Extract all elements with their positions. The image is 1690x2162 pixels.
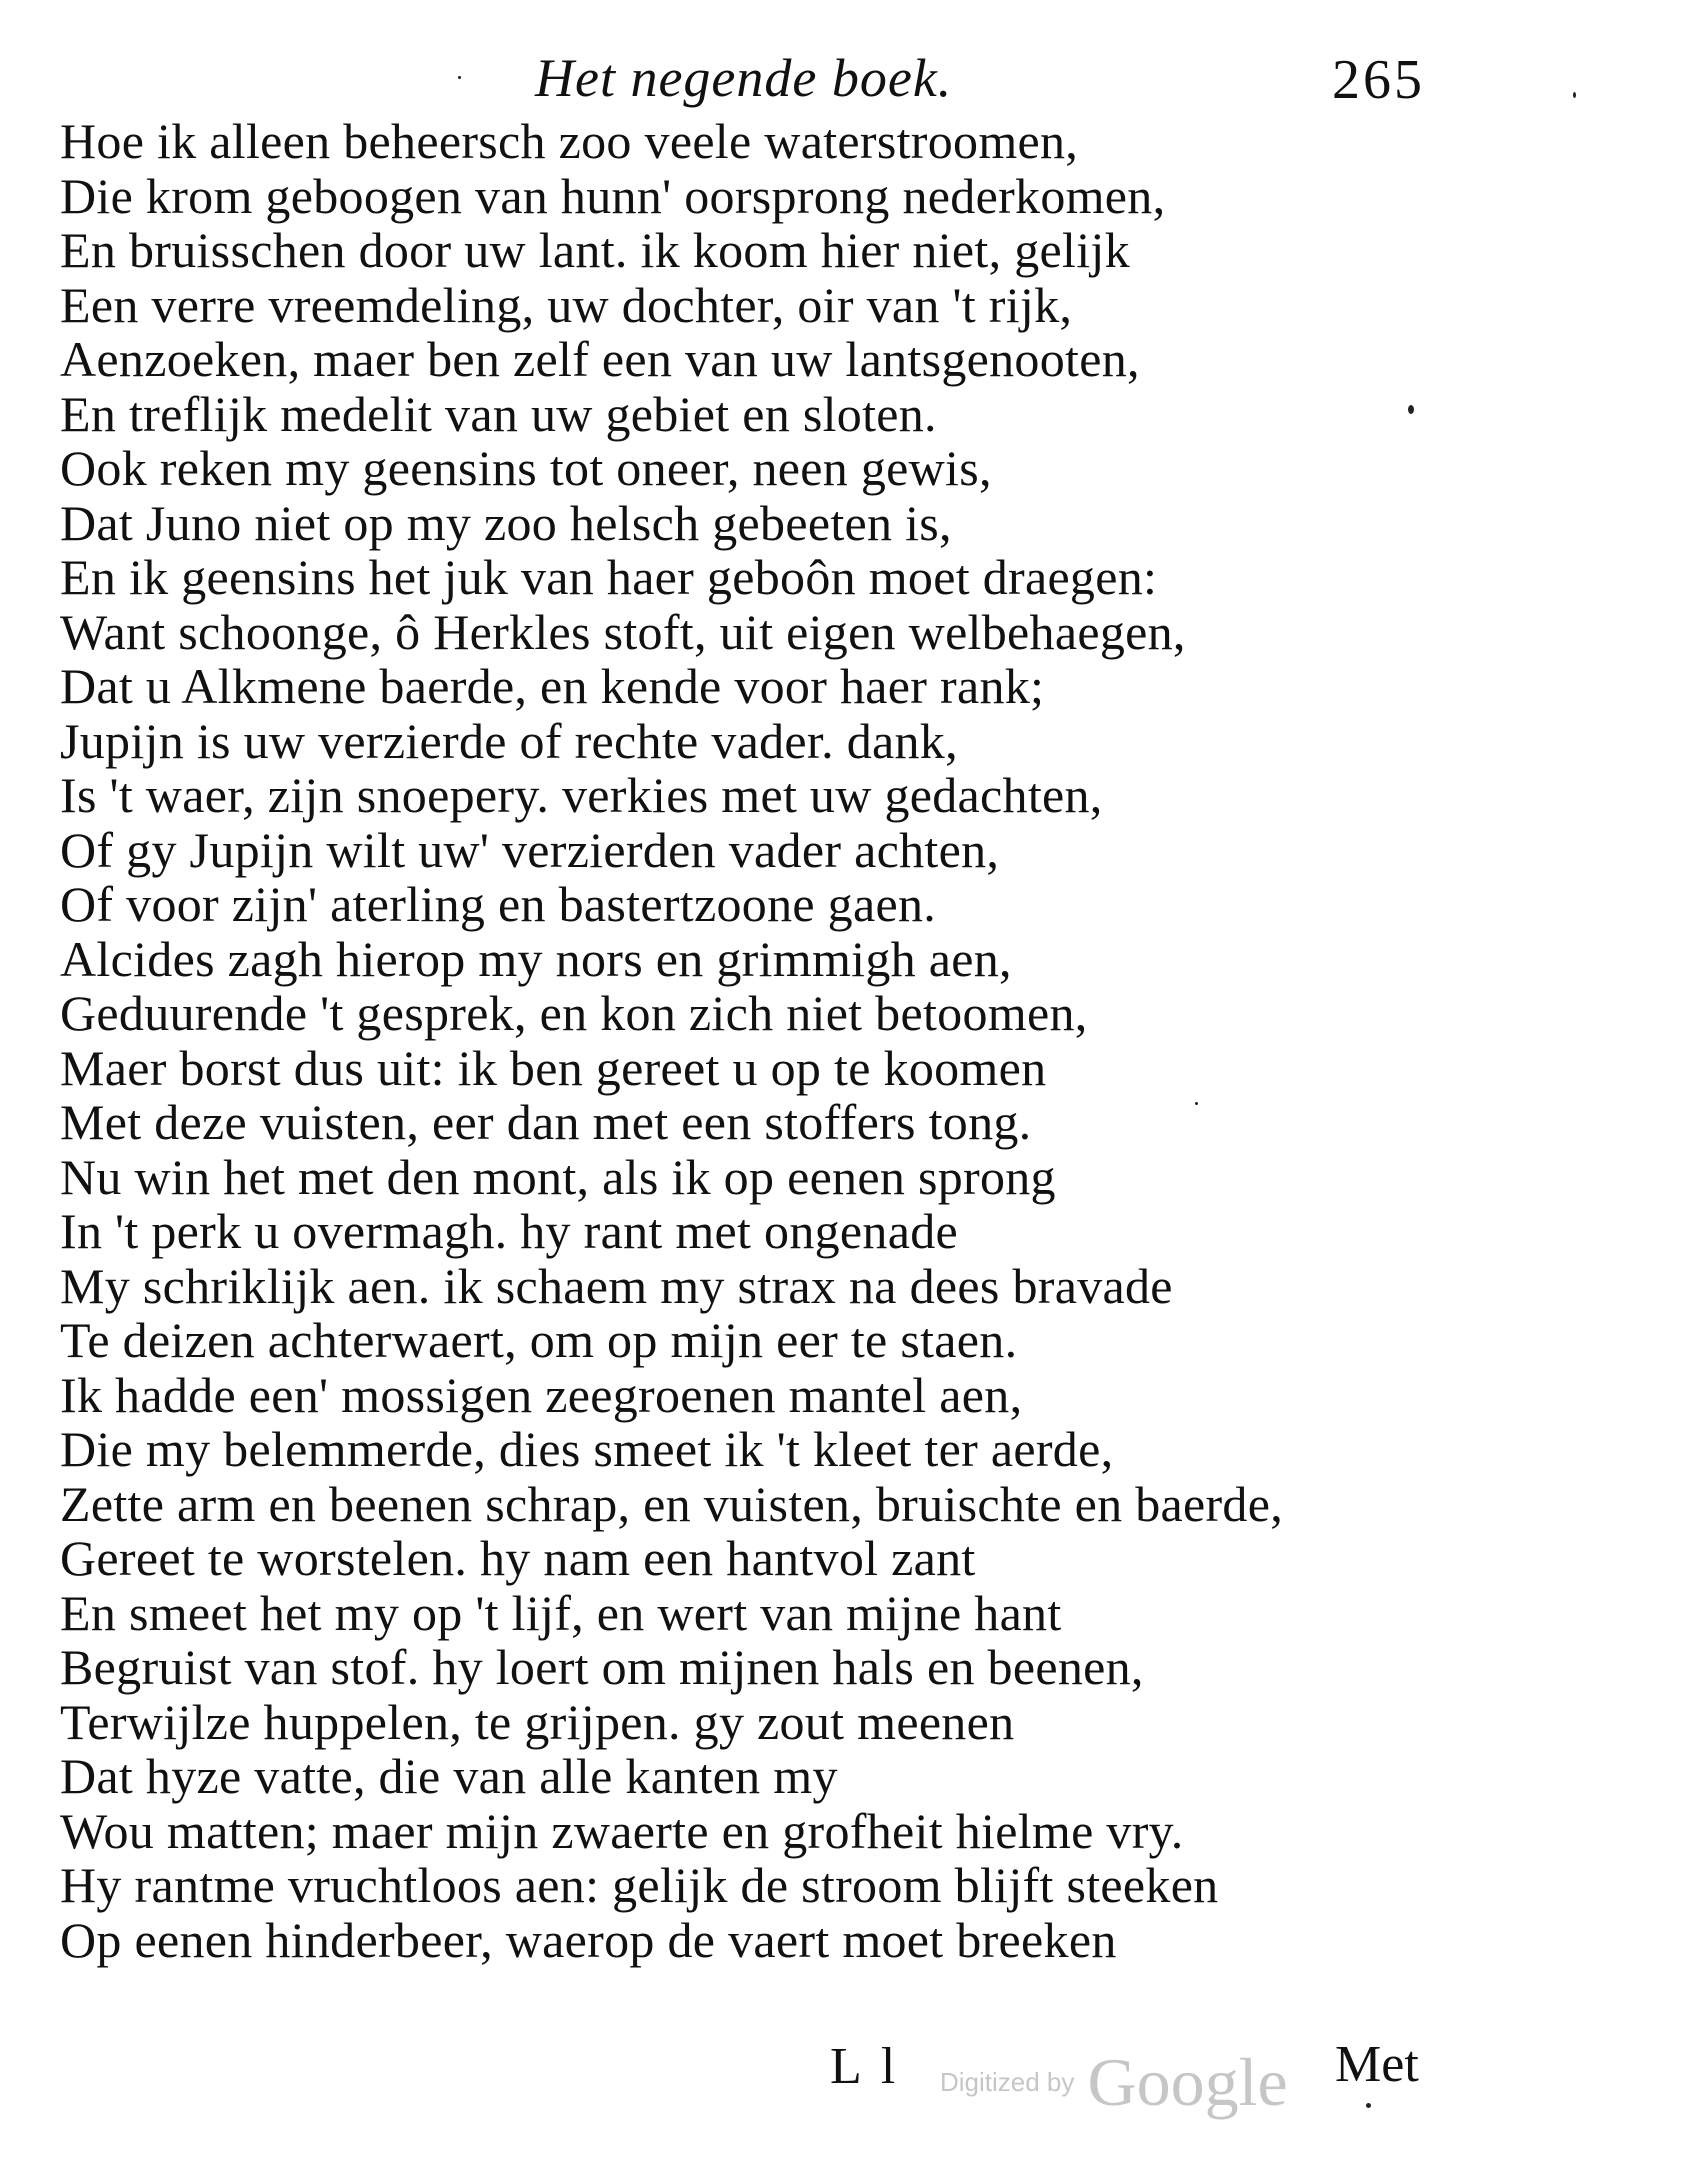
- verse-line: Of gy Jupijn wilt uw' verzierden vader achten,: [60, 821, 1000, 878]
- running-title: Het negende boek.: [535, 48, 953, 108]
- verse-line: Is 't waer, zijn snoepery. verkies met uw gedachten,: [60, 767, 1103, 823]
- verse-line: Ook reken my geensins tot oneer, neen gewis,: [60, 440, 992, 496]
- verse-line: Hoe ik alleen beheersch zoo veele waterstroomen,: [60, 113, 1079, 169]
- verse-line: Met deze vuisten, eer dan met een stoffers tong.: [60, 1094, 1032, 1150]
- verse-line: Ik hadde een' mossigen zeegroenen mantel aen,: [60, 1366, 1023, 1423]
- verse-line: En treflijk medelit van uw gebiet en sloten.: [60, 385, 937, 442]
- verse-line: En bruisschen door uw lant. ik koom hier niet, gelijk: [60, 222, 1130, 278]
- verse-line: Gereet te worstelen. hy nam een hantvol zant: [60, 1530, 976, 1586]
- verse-line: Alcides zagh hierop my nors en grimmigh aen,: [60, 930, 1012, 987]
- page-header: [0, 40, 1690, 110]
- verse-line: Nu win het met den mont, als ik op eenen sprong: [60, 1148, 1056, 1205]
- verse-line: Maer borst dus uit: ik ben gereet u op te koomen: [60, 1039, 1047, 1096]
- page-number: 265: [1332, 49, 1425, 111]
- watermark-prefix: Digitized by: [940, 2067, 1075, 2097]
- verse-line: Want schoonge, ô Herkles stoft, uit eigen welbehaegen,: [60, 603, 1186, 660]
- ink-speck: [1195, 1102, 1198, 1105]
- verse-line: Op eenen hinderbeer, waerop de vaert moet breeken: [60, 1911, 1117, 1968]
- ink-speck: [1573, 92, 1576, 98]
- verse-line: In 't perk u overmagh. hy rant met ongenade: [60, 1203, 959, 1259]
- verse-line: Begruist van stof. hy loert om mijnen hals en beenen,: [60, 1639, 1144, 1695]
- page-footer: [0, 2025, 1690, 2125]
- verse-line: Terwijlze huppelen, te grijpen. gy zout meenen: [60, 1693, 1015, 1750]
- ink-speck: [458, 76, 461, 79]
- verse-line: Zette arm en beenen schrap, en vuisten, bruischte en baerde,: [60, 1475, 1284, 1532]
- verse-line: Hy rantme vruchtloos aen: gelijk de stroom blijft steeken: [60, 1857, 1219, 1913]
- verse-line: Die my belemmerde, dies smeet ik 't kleet ter aerde,: [60, 1421, 1114, 1477]
- signature-mark: L l: [830, 2038, 900, 2095]
- verse-line: Te deizen achterwaert, om op mijn eer te staen.: [60, 1312, 1018, 1368]
- ink-speck: [1408, 405, 1414, 414]
- verse-line: My schriklijk aen. ik schaem my strax na dees bravade: [60, 1257, 1173, 1314]
- verse-line: En ik geensins het juk van haer geboôn moet draegen:: [60, 549, 1158, 605]
- verse-block: [60, 114, 1620, 1967]
- ink-speck: [1366, 2103, 1371, 2108]
- verse-line: Dat u Alkmene baerde, en kende voor haer rank;: [60, 658, 1045, 714]
- verse-line: Aenzoeken, maer ben zelf een van uw lantsgenooten,: [60, 331, 1140, 387]
- verse-line: Die krom geboogen van hunn' oorsprong nederkomen,: [60, 167, 1166, 224]
- verse-line: Dat Juno niet op my zoo helsch gebeeten is,: [60, 494, 952, 551]
- verse-line: Jupijn is uw verzierde of rechte vader. dank,: [60, 712, 958, 769]
- watermark-logo: Google: [1087, 2044, 1288, 2120]
- verse-line: Geduurende 't gesprek, en kon zich niet betoomen,: [60, 985, 1088, 1041]
- verse-line: Een verre vreemdeling, uw dochter, oir van 't rijk,: [60, 276, 1073, 333]
- digitization-watermark: [940, 2043, 1288, 2122]
- verse-line: En smeet het my op 't lijf, en wert van mijne hant: [60, 1584, 1062, 1641]
- catchword: Met: [1335, 2036, 1419, 2093]
- verse-line: Of voor zijn' aterling en bastertzoone gaen.: [60, 876, 937, 932]
- verse-line: Dat hyze vatte, die van alle kanten my: [60, 1748, 838, 1804]
- verse-line: Wou matten; maer mijn zwaerte en grofheit hielme vry.: [60, 1802, 1184, 1859]
